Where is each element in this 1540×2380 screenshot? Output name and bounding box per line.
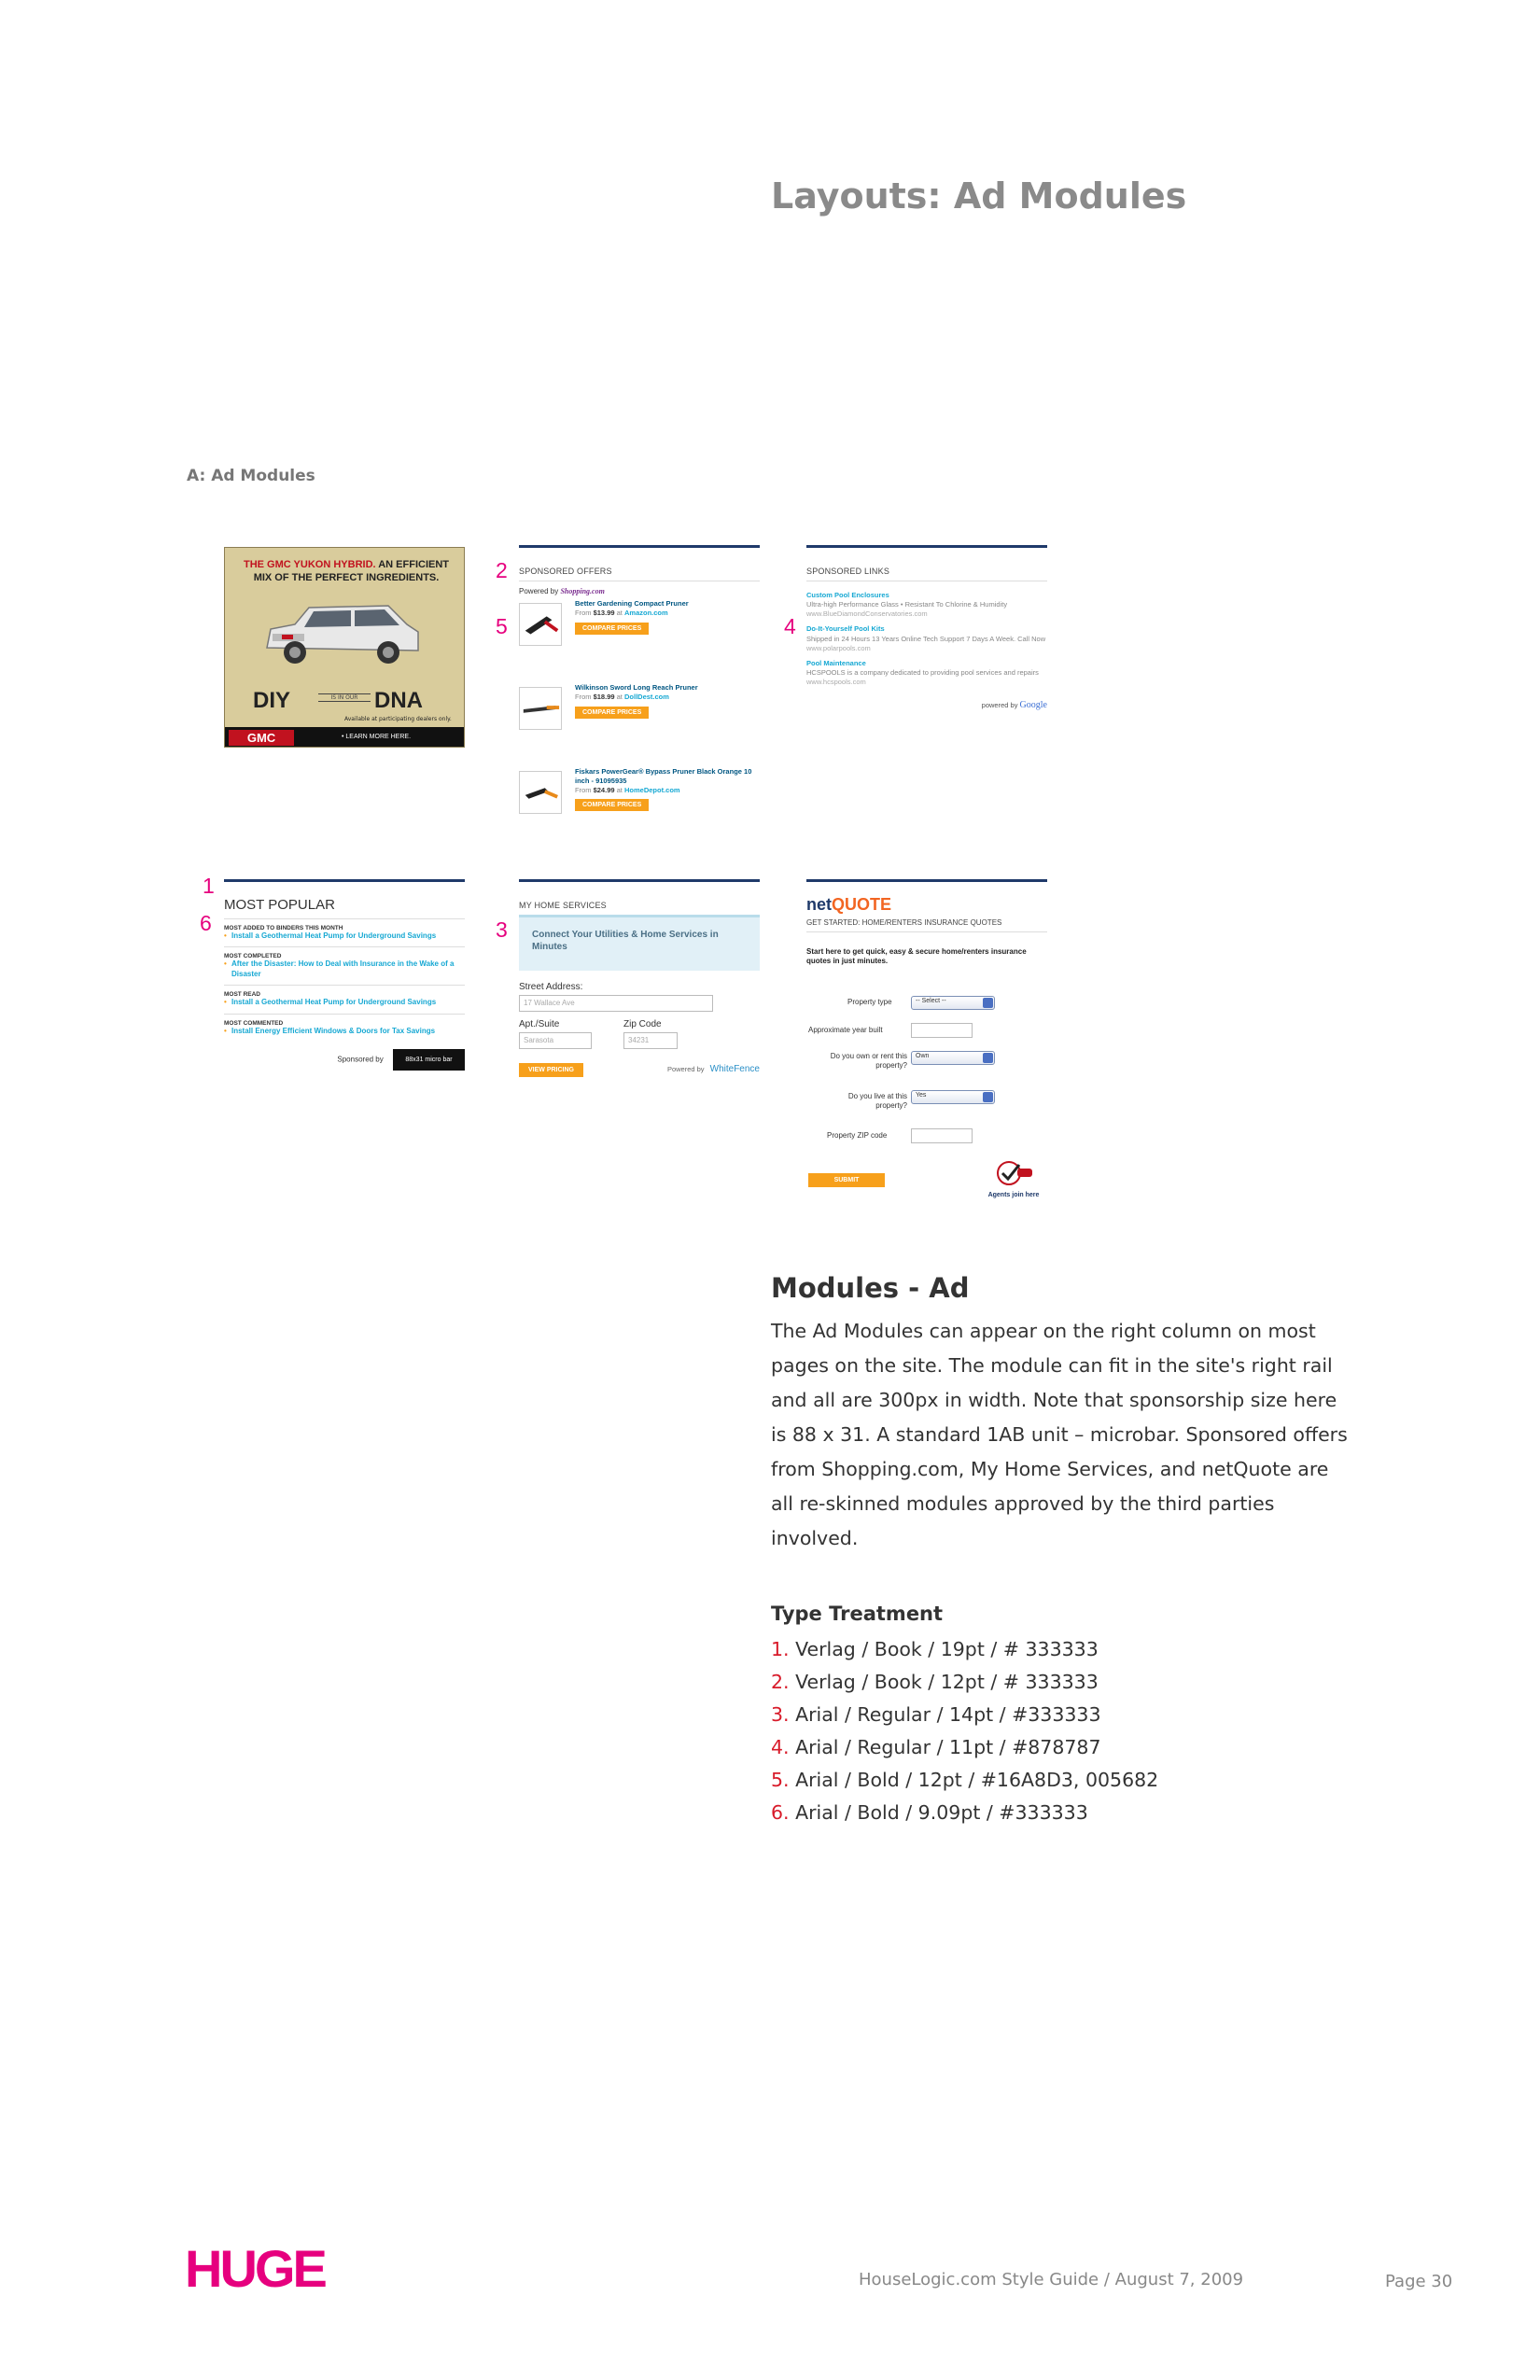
home-services-heading: MY HOME SERVICES (519, 901, 607, 910)
type-treatment-title: Type Treatment (771, 1603, 944, 1625)
type-item-number: 4. (771, 1736, 790, 1758)
compare-prices-button[interactable]: COMPARE PRICES (575, 799, 649, 811)
type-item-number: 3. (771, 1703, 790, 1726)
offer-price: $18.99 (593, 692, 615, 701)
gmc-headline (234, 559, 458, 585)
type-item-text: Arial / Bold / 12pt / #16A8D3, 005682 (789, 1769, 1159, 1791)
street-address-input[interactable]: 17 Wallace Ave (519, 995, 713, 1012)
list-item[interactable] (224, 1015, 465, 1042)
sponsored-by (224, 1049, 465, 1071)
offer-at: at (614, 608, 624, 617)
netquote-logo-net: net (806, 895, 832, 914)
module-top-rule (519, 879, 760, 882)
offer-from: From (575, 785, 594, 794)
sponsor-micro-bar[interactable]: 88x31 micro bar (393, 1049, 465, 1071)
offer-price: $24.99 (593, 785, 615, 794)
year-built-input[interactable] (911, 1023, 973, 1038)
type-item-text: Verlag / Book / 12pt / # 333333 (789, 1671, 1099, 1693)
offer-item[interactable] (519, 767, 760, 846)
sponsored-links-module (806, 545, 1047, 710)
popular-link[interactable]: • Install a Geothermal Heat Pump for Underground Savings (224, 998, 465, 1007)
gmc-availability: Available at participating dealers only. (344, 716, 452, 722)
popular-category: MOST READ (224, 991, 260, 999)
sponsored-offers-heading: SPONSORED OFFERS (519, 567, 760, 581)
modules-description: The Ad Modules can appear on the right column on most pages on the site. The module can fit in the site's right rail and all are 300px in width. Note that sponsorship size here is 88 x 31. A standard 1AB unit – microbar. Sponsored offers from Shopping.com, My Home Services, and netQuote are all re-skinned modules approved by the third parties involved. (771, 1320, 1348, 1549)
marker-3: 3 (496, 917, 508, 942)
sponsored-link-desc: Ultra-high Performance Glass • Resistant To Chlorine & Humidity (806, 600, 1008, 609)
powered-by-google (806, 700, 1047, 710)
list-item[interactable] (224, 947, 465, 986)
sponsored-offers-module (519, 545, 760, 846)
page-number: Page 30 (1385, 2272, 1453, 2291)
offer-at: at (614, 692, 624, 701)
offer-name[interactable]: Fiskars PowerGear® Bypass Pruner Black Orange 10 inch - 91095935 (575, 767, 752, 785)
sponsored-link-item[interactable] (806, 591, 1047, 619)
gmc-headline-red: THE GMC YUKON HYBRID. (243, 559, 376, 570)
apt-suite-label: Apt./Suite (519, 1019, 560, 1029)
most-popular-heading: MOST POPULAR (224, 897, 465, 919)
agents-join-link[interactable]: Agents join here (987, 1192, 1040, 1198)
sponsored-link-title[interactable]: Do-It-Yourself Pool Kits (806, 624, 885, 634)
type-item-text: Verlag / Book / 19pt / # 333333 (789, 1638, 1099, 1660)
view-pricing-button[interactable]: VIEW PRICING (519, 1063, 583, 1077)
marker-5: 5 (496, 614, 508, 638)
sponsored-links-heading: SPONSORED LINKS (806, 567, 1047, 581)
own-rent-select[interactable]: Own (911, 1051, 995, 1065)
netquote-module (806, 879, 1047, 1206)
offer-item[interactable] (519, 599, 760, 678)
module-top-rule (806, 545, 1047, 548)
page-title: Layouts: Ad Modules (771, 175, 1187, 217)
property-type-select[interactable]: -- Select -- (911, 996, 995, 1010)
google-logo: Google (1019, 700, 1047, 711)
gmc-headline-rest: AN EFFICIENT MIX OF THE PERFECT INGREDIENTS. (253, 559, 450, 583)
home-services-banner: Connect Your Utilities & Home Services in Minutes (519, 915, 760, 971)
live-at-property-select[interactable]: Yes (911, 1090, 995, 1104)
sponsored-link-desc: HCSPOOLS is a company dedicated to providing pool services and repairs (806, 667, 1039, 677)
compare-prices-button[interactable]: COMPARE PRICES (575, 707, 649, 719)
modules-heading: Modules - Ad (771, 1272, 970, 1304)
type-item-text: Arial / Bold / 9.09pt / #333333 (789, 1801, 1088, 1824)
footer-title: HouseLogic.com Style Guide / August 7, 2009 (859, 2270, 1244, 2289)
type-treatment-list (771, 1633, 1158, 1829)
sponsored-link-title[interactable]: Pool Maintenance (806, 658, 866, 667)
netquote-logo-quote: QUOTE (832, 895, 892, 914)
sponsored-link-url[interactable]: www.hcspools.com (806, 678, 866, 686)
compare-prices-button[interactable]: COMPARE PRICES (575, 623, 649, 635)
powered-by-shopping[interactable] (519, 587, 760, 595)
type-item-text: Arial / Regular / 14pt / #333333 (789, 1703, 1101, 1726)
shopping-logo: Shopping.com (560, 587, 605, 595)
zip-code-label: Zip Code (623, 1019, 662, 1029)
popular-category: MOST COMMENTED (224, 1019, 284, 1027)
offer-price-line (575, 609, 757, 618)
sponsored-link-title[interactable]: Custom Pool Enclosures (806, 591, 889, 599)
list-item[interactable] (224, 986, 465, 1014)
apt-suite-input[interactable]: Sarasota (519, 1032, 592, 1049)
gmc-learn-more-link[interactable]: • LEARN MORE HERE. (342, 734, 412, 740)
offer-at: at (614, 785, 624, 794)
type-treatment-item (771, 1666, 1158, 1699)
marker-1: 1 (203, 874, 215, 898)
marker-2: 2 (496, 558, 508, 582)
type-treatment-item (771, 1764, 1158, 1797)
powered-by-whitefence (667, 1064, 760, 1074)
module-top-rule (519, 545, 760, 548)
offer-from: From (575, 692, 594, 701)
whitefence-logo: WhiteFence (709, 1063, 760, 1074)
netquote-intro: Start here to get quick, easy & secure home/renters insurance quotes in just minutes. (806, 947, 1027, 966)
offer-item[interactable] (519, 683, 760, 762)
module-top-rule (806, 879, 1047, 882)
type-treatment-item (771, 1797, 1158, 1829)
type-treatment-item (771, 1633, 1158, 1666)
huge-logo: HUGE (185, 2239, 325, 2298)
type-treatment-item (771, 1699, 1158, 1731)
pruner-thumbnail (519, 771, 562, 814)
own-rent-label: Do you own or rent this property? (830, 1052, 907, 1070)
type-item-number: 2. (771, 1671, 790, 1693)
gmc-ad[interactable] (224, 547, 465, 748)
year-built-label: Approximate year built (808, 1026, 883, 1034)
sponsored-link-url[interactable]: www.BlueDiamondConservatories.com (806, 609, 928, 619)
offer-price-line (575, 693, 757, 702)
type-item-number: 5. (771, 1769, 790, 1791)
popular-link[interactable]: • Install a Geothermal Heat Pump for Underground Savings (224, 931, 465, 941)
offer-price-line (575, 786, 757, 795)
offer-store[interactable]: DollDest.com (623, 692, 669, 701)
marker-6: 6 (200, 911, 212, 935)
popular-link[interactable]: • After the Disaster: How to Deal with Insurance in the Wake of a Disaster (224, 959, 465, 979)
offer-name[interactable]: Wilkinson Sword Long Reach Pruner (575, 683, 698, 692)
sponsored-link-desc: Shipped in 24 Hours 13 Years Online Tech Support 7 Days A Week. Call Now (806, 634, 1046, 643)
sponsored-link-url[interactable]: www.polarpools.com (806, 643, 871, 652)
verisign-badge[interactable] (984, 1159, 1043, 1198)
powered-by-label: powered by (981, 701, 1018, 710)
type-treatment-item (771, 1731, 1158, 1764)
home-services-module (519, 879, 760, 1077)
offer-price: $13.99 (593, 608, 615, 617)
gmc-dna: DNA (374, 688, 423, 713)
powered-by-label: Powered by (666, 1064, 705, 1073)
gmc-footer-bar (225, 727, 465, 748)
property-zip-input[interactable] (911, 1128, 973, 1143)
zip-code-input[interactable]: 34231 (623, 1032, 678, 1049)
popular-link[interactable]: • Install Energy Efficient Windows & Doors for Tax Savings (224, 1027, 465, 1036)
submit-button[interactable]: SUBMIT (808, 1173, 885, 1187)
street-address-label: Street Address: (519, 982, 583, 992)
offer-store[interactable]: HomeDepot.com (623, 785, 680, 794)
gmc-middle: IS IN OUR (318, 693, 371, 702)
type-item-number: 6. (771, 1801, 790, 1824)
offer-store[interactable]: Amazon.com (623, 608, 668, 617)
verisign-check-icon (995, 1159, 1032, 1187)
offer-from: From (575, 608, 594, 617)
list-item[interactable] (224, 919, 465, 947)
popular-category: MOST COMPLETED (224, 953, 282, 960)
sponsored-link-item[interactable] (806, 659, 1047, 687)
property-type-label: Property type (847, 998, 892, 1006)
marker-4: 4 (784, 614, 796, 638)
module-top-rule (224, 879, 465, 882)
sponsored-link-item[interactable] (806, 624, 1047, 652)
section-label: A: Ad Modules (187, 467, 315, 485)
netquote-heading: GET STARTED: HOME/RENTERS INSURANCE QUOTES (806, 918, 1047, 932)
popular-category: MOST ADDED TO BINDERS THIS MONTH (224, 925, 343, 931)
sponsored-by-label: Sponsored by (337, 1055, 384, 1064)
offer-name[interactable]: Better Gardening Compact Pruner (575, 599, 689, 608)
suv-image (258, 596, 426, 671)
property-zip-label: Property ZIP code (827, 1131, 888, 1140)
gmc-diy: DIY (253, 688, 291, 713)
most-popular-module (224, 879, 465, 1071)
netquote-logo (806, 895, 1047, 915)
pruner-thumbnail (519, 603, 562, 646)
powered-by-label: Powered by (519, 587, 559, 595)
pruner-thumbnail (519, 687, 562, 730)
live-at-property-label: Do you live at this property? (847, 1092, 907, 1110)
type-item-text: Arial / Regular / 11pt / #878787 (789, 1736, 1101, 1758)
type-item-number: 1. (771, 1638, 790, 1660)
gmc-logo: GMC (229, 730, 294, 746)
